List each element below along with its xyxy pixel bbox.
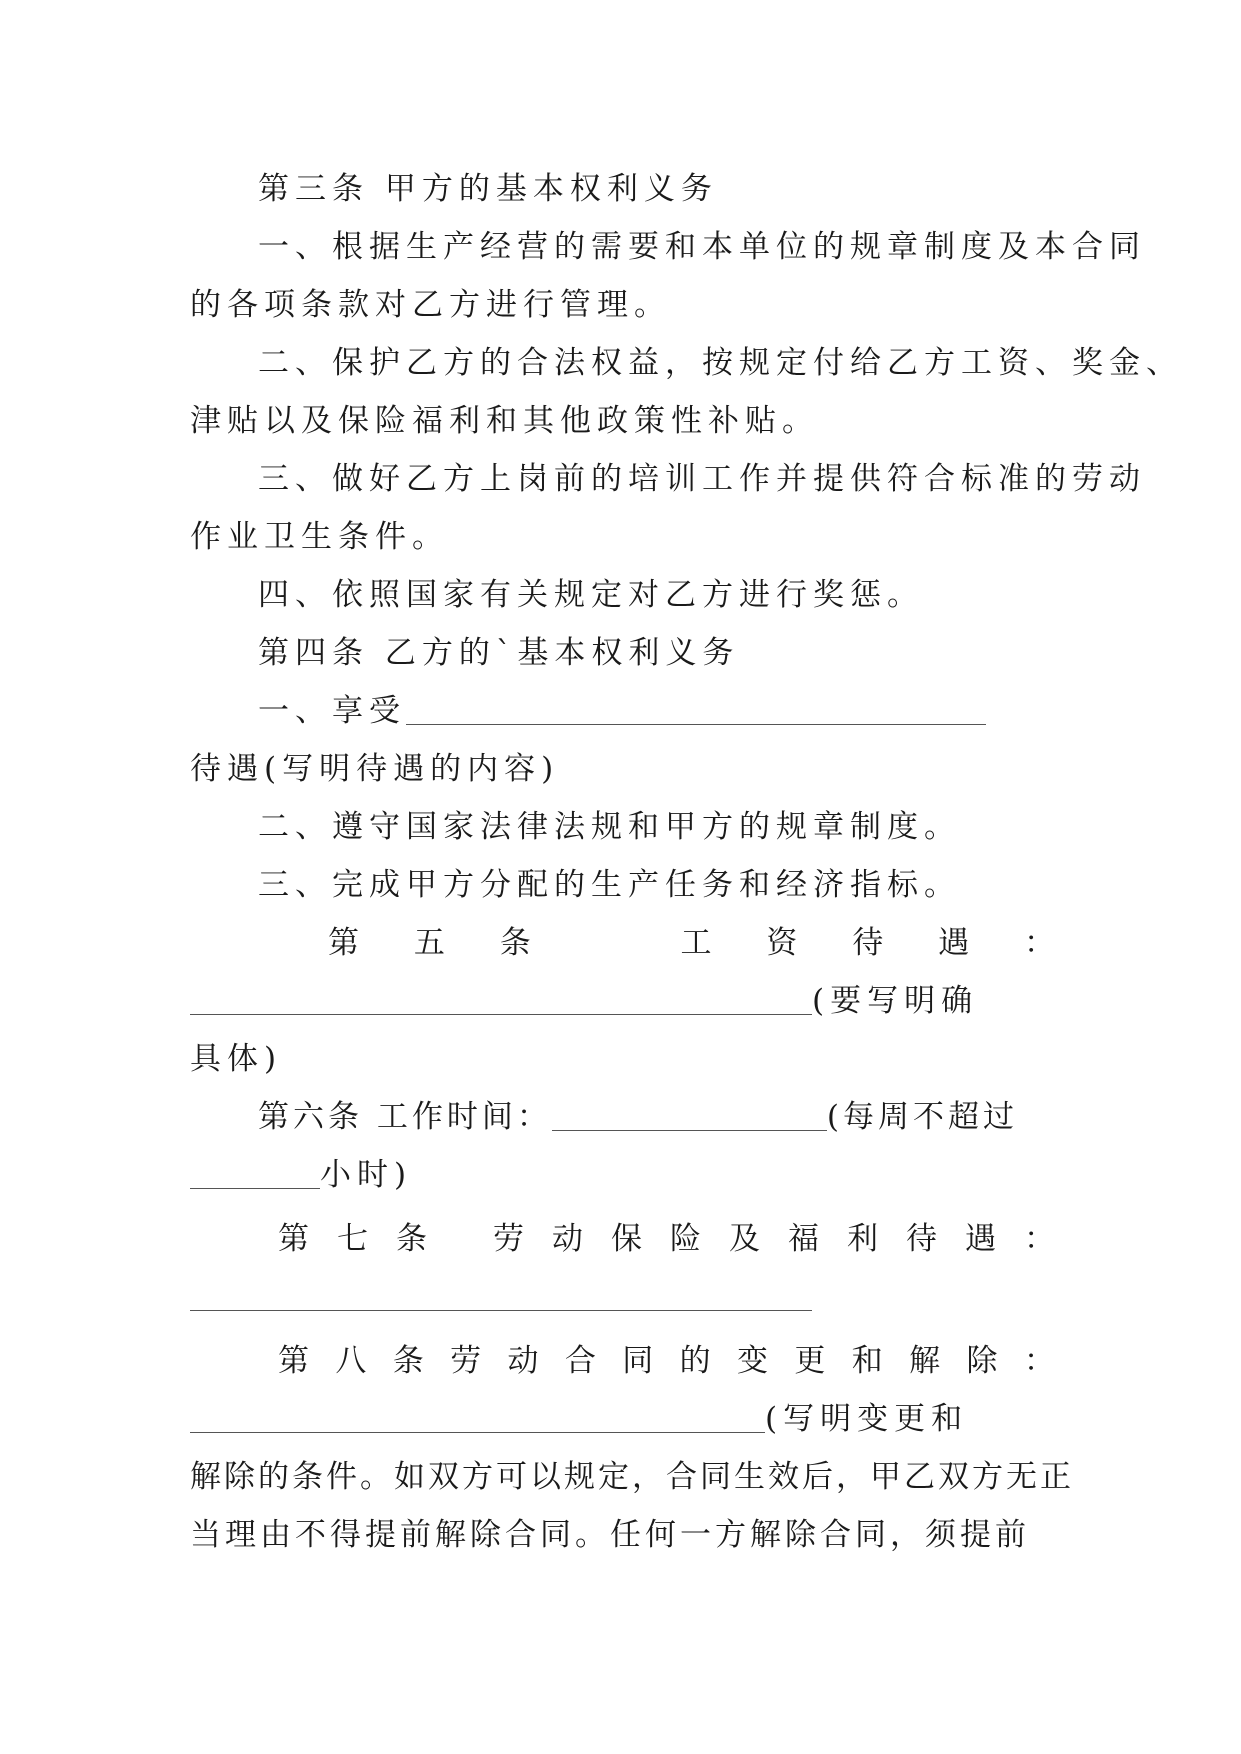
benefit-blank[interactable]	[406, 690, 986, 725]
article-4-item-3: 三、完成甲方分配的生产任务和经济指标。	[258, 867, 961, 903]
art5-char: 工	[680, 925, 712, 961]
article-5-line-2	[190, 972, 1055, 1030]
art8-char: 合	[564, 1343, 596, 1379]
insurance-welfare-blank[interactable]	[190, 1276, 812, 1311]
art5-char: 待	[852, 925, 884, 961]
art5-char: 五	[413, 925, 445, 961]
art8-char: 劳	[450, 1343, 482, 1379]
article-6-line-2	[190, 1146, 1055, 1204]
art5-char: ：	[1024, 925, 1055, 961]
article-4-item-1-prefix: 一、享受	[258, 693, 406, 729]
art8-char: 除	[966, 1343, 998, 1379]
article-3-item-4: 四、依照国家有关规定对乙方进行奖惩。	[258, 577, 924, 613]
art8-char: 第	[278, 1343, 309, 1379]
art7-char: 第	[278, 1221, 309, 1257]
article-8-suffix: (写明变更和	[765, 1401, 969, 1437]
salary-blank[interactable]	[190, 980, 812, 1015]
article-4-item-1	[190, 682, 1055, 740]
art8-char: 的	[679, 1343, 711, 1379]
article-7-line-2	[190, 1268, 1055, 1326]
art7-char: 及	[729, 1221, 760, 1257]
article-6-prefix: 第六条 工作时间：	[258, 1099, 552, 1135]
art7-char: 险	[670, 1221, 701, 1257]
article-6-suffix: (每周不超过	[826, 1099, 1018, 1135]
art8-char: ：	[1023, 1343, 1055, 1379]
article-6-end: 小时)	[320, 1157, 413, 1193]
article-8-line-2	[190, 1390, 1055, 1448]
article-5-suffix: (要写明确	[812, 983, 979, 1019]
article-6	[190, 1088, 1055, 1146]
art7-char: 利	[847, 1221, 878, 1257]
article-8-line-3: 解除的条件。如双方可以规定，合同生效后，甲乙双方无正	[190, 1459, 1074, 1495]
hours-per-week-blank[interactable]	[190, 1154, 320, 1189]
art7-char: 条	[396, 1221, 427, 1257]
article-3-item-1-cont: 的各项条款对乙方进行管理。	[190, 287, 671, 323]
art8-char: 八	[335, 1343, 367, 1379]
article-8-title	[190, 1332, 1055, 1390]
contract-change-blank[interactable]	[190, 1398, 765, 1433]
art8-char: 动	[507, 1343, 539, 1379]
art5-char: 遇	[938, 925, 970, 961]
article-5-title	[190, 914, 1055, 972]
article-7-title	[190, 1210, 1055, 1268]
art5-char: 第	[328, 925, 359, 961]
article-3-item-3: 三、做好乙方上岗前的培训工作并提供符合标准的劳动	[258, 461, 1146, 497]
art7-char: 保	[611, 1221, 642, 1257]
article-5-end: 具体)	[190, 1041, 283, 1077]
article-4-title: 第四条 乙方的`基本权利义务	[258, 635, 740, 671]
art7-space	[455, 1210, 465, 1268]
art8-char: 更	[794, 1343, 826, 1379]
article-3-title: 第三条 甲方的基本权利义务	[258, 171, 718, 207]
art8-char: 和	[851, 1343, 883, 1379]
art7-char: 动	[552, 1221, 583, 1257]
art7-char: 劳	[493, 1221, 524, 1257]
art8-char: 同	[622, 1343, 654, 1379]
article-3-item-2-cont: 津贴以及保险福利和其他政策性补贴。	[190, 403, 819, 439]
article-4-item-2: 二、遵守国家法律法规和甲方的规章制度。	[258, 809, 961, 845]
article-4-item-1-cont: 待遇(写明待遇的内容)	[190, 751, 560, 787]
art7-char: 遇	[965, 1221, 996, 1257]
art7-char: 福	[788, 1221, 819, 1257]
art7-char: ：	[1024, 1221, 1055, 1257]
art8-char: 解	[909, 1343, 941, 1379]
work-hours-blank[interactable]	[552, 1096, 827, 1131]
article-3-item-3-cont: 作业卫生条件。	[190, 519, 449, 555]
art7-char: 七	[337, 1221, 368, 1257]
article-3-item-1: 一、根据生产经营的需要和本单位的规章制度及本合同	[258, 229, 1146, 265]
article-3-item-2: 二、保护乙方的合法权益，按规定付给乙方工资、奖金、	[258, 345, 1183, 381]
article-8-line-4: 当理由不得提前解除合同。任何一方解除合同，须提前	[190, 1517, 1030, 1553]
art8-char: 变	[737, 1343, 768, 1379]
art5-char: 资	[766, 925, 798, 961]
art5-char: 条	[499, 925, 531, 961]
art7-char: 待	[906, 1221, 937, 1257]
art8-char: 条	[392, 1343, 424, 1379]
art5-space	[586, 914, 626, 972]
document-page	[190, 160, 1183, 1564]
